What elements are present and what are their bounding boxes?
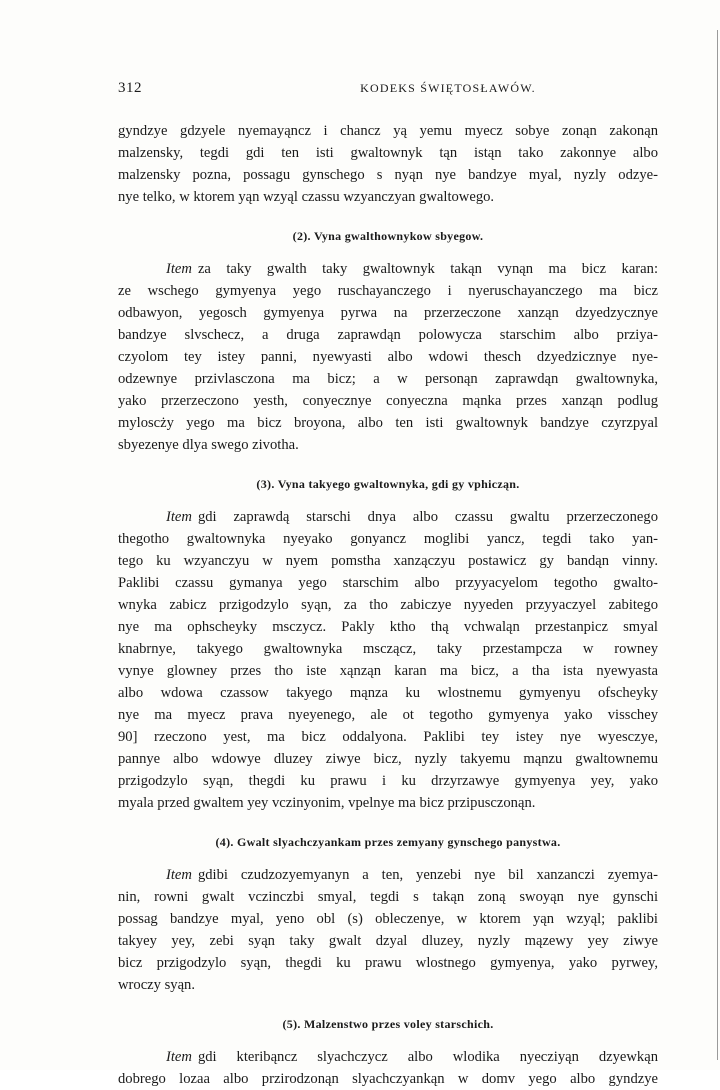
text-line: tego ku wzyanczyu w nyem pomstha xanzączyu postawicz gy bandąn vinny. xyxy=(118,553,658,569)
text-line xyxy=(118,1046,658,1068)
text-line: nye ma myecz prava nyeyenego, ale ot tegotho gymyenya yako visschey xyxy=(118,707,658,723)
text-line: odzewnye przivlasczona ma bicz; a w personąn zaprawdąn gwaltownyka, xyxy=(118,371,658,387)
text-line: thegotho gwaltownyka nyeyako gonyancz moglibi yancz, tegdi tako yan- xyxy=(118,531,658,547)
item-word: Item xyxy=(166,1049,192,1065)
text-line: przigodzylo syąn, thegdi ku prawu i ku drzyrzawye gymyenya yey, yako xyxy=(118,773,658,789)
section-number: (2). xyxy=(292,229,311,243)
text-line: ze wschego gymyenya yego ruschayanczego i nyeruschayanczego ma bicz xyxy=(118,283,658,299)
text-line: albo wdowa czassow takyego mąnza ku wlostnemu gymyenyu ofscheyky xyxy=(118,685,658,701)
section-heading xyxy=(118,474,658,494)
section-title: Vyna takyego gwaltownyka, gdi gy vphicząn. xyxy=(277,477,520,491)
text-line: myala przed gwaltem yey vczinyonim, vpelnye ma bicz przipusczonąn. xyxy=(118,795,536,811)
text-line: nye ma ophscheyky msczycz. Pakly ktho thą vchwaląn przestanpicz smyal xyxy=(118,619,658,635)
first-line-text: za taky gwalth taky gwaltownyk takąn vynąn ma bicz karan: xyxy=(197,261,658,277)
text-line: gyndzye gdzyele nyemayąncz i chancz yą yemu myecz sobye zonąn zakonąn xyxy=(118,123,658,139)
page-number: 312 xyxy=(118,80,142,96)
text-line: czyolom tey istey panni, nyewyasti albo wdowi thesch dzyedzicznye nye- xyxy=(118,349,658,365)
first-line-text: gdi zaprawdą starschi dnya albo czassu gwaltu przerzeczonego xyxy=(197,509,658,525)
section-2 xyxy=(118,226,658,456)
text-line: takyey yey, zebi syąn taky gwalt dzyal dluzey, nyzly mązewy yey ziwye xyxy=(118,933,658,949)
text-line: pannye albo wdowye dluzey ziwye bicz, nyzly takyemu mąnzu gwaltownemu xyxy=(118,751,658,767)
text-line: malzensky, tegdi gdi ten isti gwaltownyk tąn istąn tako zakonnye albo xyxy=(118,145,658,161)
section-5 xyxy=(118,1014,658,1090)
text-line: wnyka zabicz przigodzylo syąn, za tho zabiczye nyyeden przyyaczyel zabitego xyxy=(118,597,658,613)
text-line: yako przerzeczono yesth, conyecznye conyeczna mąnka przes xanząn podlug xyxy=(118,393,658,409)
page-header xyxy=(118,80,658,102)
section-heading xyxy=(118,226,658,246)
text-line: 90] rzeczono yest, ma bicz oddalyona. Paklibi tey istey nye wyesczye, xyxy=(118,729,658,745)
first-line-text: gdibi czudzozyemyanyn a ten, yenzebi nye bil xanzanczi zyemya- xyxy=(197,867,658,883)
text-line xyxy=(118,506,658,528)
section-number: (4). xyxy=(215,835,234,849)
text-line: vynye glowney przes tho iste xąnząn karan ma bicz, a tha ista nyewyasta xyxy=(118,663,658,679)
text-line: dobrego lozaa albo przirodzonąn slyachczyankąn w domv yego albo gyndzye xyxy=(118,1071,658,1087)
item-word: Item xyxy=(166,867,192,883)
section-number: (5). xyxy=(282,1017,301,1031)
section-number: (3). xyxy=(256,477,275,491)
section-heading xyxy=(118,1014,658,1034)
text-line: bandzye slvschecz, a druga zaprawdąn polowycza starschim albo prziya- xyxy=(118,327,658,343)
section-title: Malzenstwo przes voley starschich. xyxy=(304,1017,494,1031)
section-3 xyxy=(118,474,658,814)
intro-paragraph xyxy=(118,120,658,208)
text-line: myloscży yego ma bicz broyona, albo ten isti gwaltownyk bandzye czyrzpyal xyxy=(118,415,658,431)
text-line: nye telko, w ktorem yąn wzyąl czassu wzyanczyan gwaltowego. xyxy=(118,189,495,205)
first-line-text: gdi kteribąncz slyachczycz albo wlodika nyecziyąn dzyewkąn xyxy=(197,1049,658,1065)
page-body xyxy=(118,120,658,1090)
text-line: sbyezenye dlya swego zivotha. xyxy=(118,437,299,453)
section-title: Gwalt slyachczyankam przes zemyany gynschego panystwa. xyxy=(236,835,561,849)
text-line: wroczy syąn. xyxy=(118,977,195,993)
text-line: knabrnye, takyego gwaltownyka msczącz, taky przestampcza w rowney xyxy=(118,641,658,657)
text-line xyxy=(118,258,658,280)
text-line: malzensky pozna, possagu gynschego s nyąn nye bandzye myal, nyzly odzye- xyxy=(118,167,658,183)
section-title: Vyna gwalthownykow sbyegow. xyxy=(313,229,484,243)
text-line xyxy=(118,864,658,886)
page-edge-divider xyxy=(717,30,718,1060)
section-heading xyxy=(118,832,658,852)
running-title: KODEKS ŚWIĘTOSŁAWÓW. xyxy=(360,81,536,95)
item-word: Item xyxy=(166,261,192,277)
section-4 xyxy=(118,832,658,996)
text-line: nin, rowni gwalt vczinczbi smyal, tegdi s takąn zoną swoyąn nye gynschi xyxy=(118,889,658,905)
text-line: Paklibi czassu gymanya yego starschim albo przyyacyelom tegotho gwalto- xyxy=(118,575,658,591)
text-line: bicz przigodzylo syąn, thegdi ku prawu wlostnego gymyenya, yako pyrwey, xyxy=(118,955,658,971)
item-word: Item xyxy=(166,509,192,525)
text-line: odbawyon, yegosch gymyenya pyrwa na przerzeczone xanząn dzyedzycznye xyxy=(118,305,658,321)
text-line: possag bandzye myal, yeno obl (s) obleczenye, w ktorem yąn wzyąl; paklibi xyxy=(118,911,658,927)
